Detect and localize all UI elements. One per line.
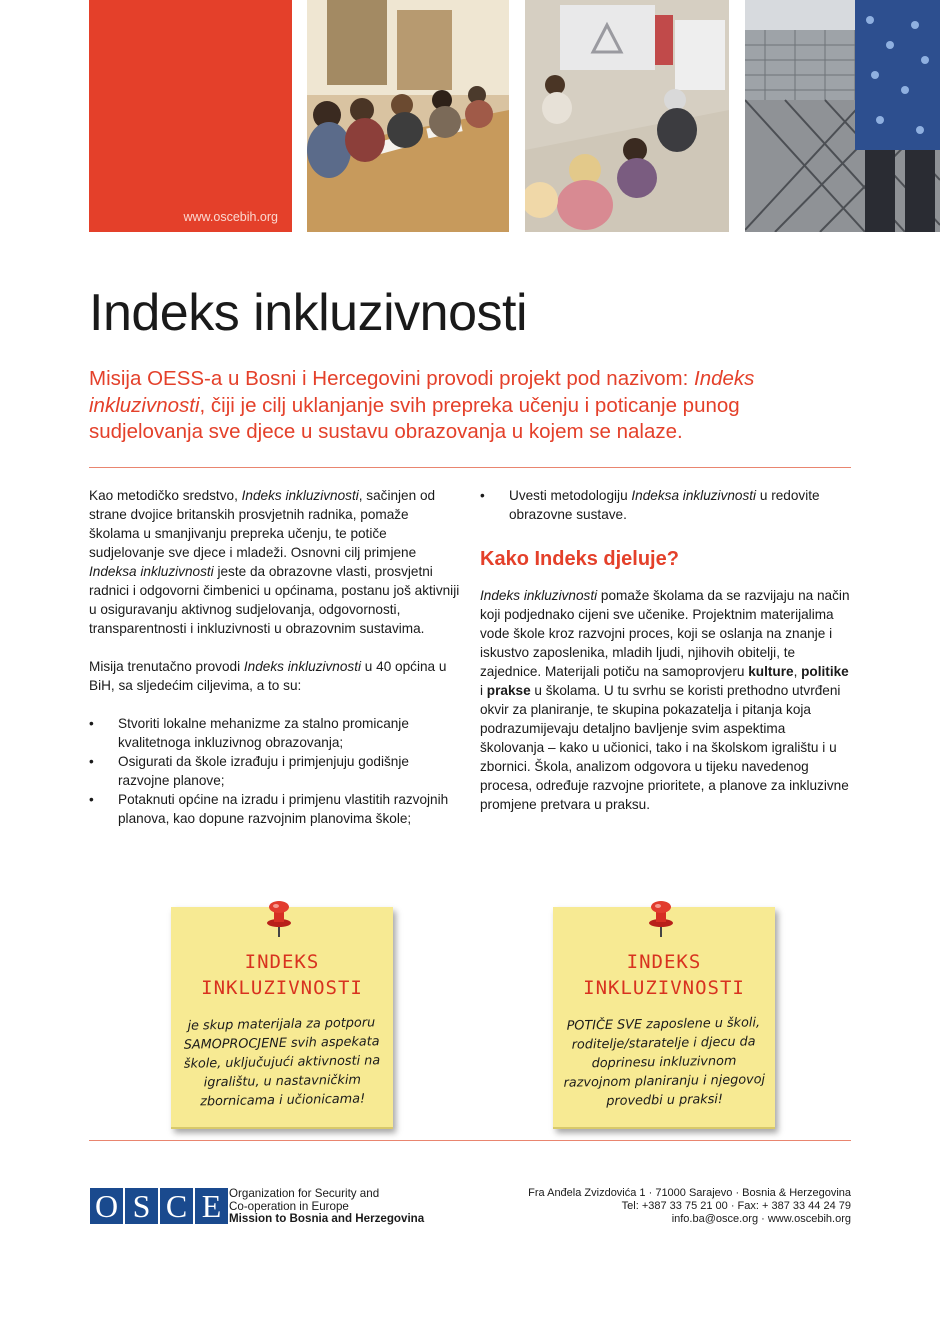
address-phone: Tel: +387 33 75 21 00 · Fax: + 387 33 44 24 79 — [621, 1200, 851, 1212]
pushpin-icon — [264, 899, 294, 939]
address-street: Fra Anđela Zvizdovića 1 · 71000 Sarajevo · Bosnia & Herzegovina — [528, 1187, 851, 1199]
list-item: • Stvoriti lokalne mehanizme za stalno promicanje kvalitetnoga inkluzivnog obrazovanja; — [89, 714, 461, 752]
note-text: je skup materijala za potporu SAMOPROCJENE svih aspekata škole, uključujući aktivnosti na igralištu, u nastavničkim zbornicama i učionicama! — [183, 1015, 381, 1110]
contact-address — [528, 1187, 851, 1226]
osce-logo — [90, 1188, 230, 1224]
left-column — [89, 486, 461, 828]
header-url[interactable]: www.oscebih.org — [183, 210, 278, 224]
note-text: POTIČE SVE zaposlene u školi, roditelje/staratelje i djecu da doprinesu inkluzivnom razvojnom planiranju i njegovoj provedbi u praksi! — [563, 1015, 766, 1110]
organization-name: Organization for Security and Co-operation in Europe Mission to Bosnia and Herzegovina — [229, 1187, 425, 1225]
sticky-note-left — [171, 907, 393, 1129]
header-red-block — [89, 0, 292, 232]
note-title: INDEKS INKLUZIVNOSTI — [201, 951, 363, 999]
goals-list — [89, 714, 461, 828]
address-email-web[interactable]: info.ba@osce.org · www.oscebih.org — [671, 1213, 851, 1225]
how-it-works-paragraph: Indeks inkluzivnosti pomaže školama da se razvijaju na način koji podjednako cijeni sve učenike. Projektnim materijalima vode škole kroz razvojni proces, koji se oslanja na znanje i iskustvo zaposlenika, mladih ljudi, njihovih obitelji, te zajednice. Materijali potiču na samoprovjeru kulture, politike i prakse u školama. U tu svrhu se koristi prethodno utvrđeni okvir za planiranje, te skupina pokazatelja i pitanja koja podrazumijevaju detaljno bavljenje svim aspektima školovanja – kako u učionici, tako i na školskom igralištu i u zbornici. Škola, analizom odgovora u tijeku navedenog procesa, određuje razvojne prioritete, a planove za inkluzivne promjene pretvara u praksu. — [480, 588, 850, 812]
section-heading: Kako Indeks djeluje? — [480, 548, 679, 570]
logo-letter: S — [125, 1188, 158, 1224]
divider-top — [89, 467, 851, 468]
note-title: INDEKS INKLUZIVNOSTI — [583, 951, 745, 999]
divider-bottom — [89, 1140, 851, 1141]
right-column — [480, 486, 852, 833]
mission-paragraph: Misija trenutačno provodi Indeks inkluzivnosti u 40 općina u BiH, sa sljedećim ciljevima, a to su: — [89, 659, 447, 693]
goals-list-continued — [480, 486, 852, 524]
intro-paragraph: Kao metodičko sredstvo, Indeks inkluzivnosti, sačinjen od strane dvojice britanskih prosvjetnih radnika, pomaže školama u smanjivanju prepreka učenju, te potiče sudjelovanje sve djece i mladeži. Osnovni cilj primjene Indeksa inkluzivnosti jeste da obrazovne vlasti, prosvjetni radnici i odgovorni čimbenici u općinama, postanu još aktivniji u osiguravanju aktivnog sudjelovanja, odgovornosti, transparentnosti i inkluzivnosti u obrazovnim sustavima. — [89, 488, 460, 636]
pushpin-icon — [646, 899, 676, 939]
lead-paragraph: Misija OESS-a u Bosni i Hercegovini provodi projekt pod nazivom: Indeks inkluzivnosti, čiji je cilj uklanjanje svih prepreka učenju i poticanje punog sudjelovanja sve djece u sustavu obrazovanja u kojem se nalaze. — [89, 367, 755, 443]
photo-seminar-presentation — [525, 0, 729, 232]
list-item: • Uvesti metodologiju Indeksa inkluzivnosti u redovite obrazovne sustave. — [480, 486, 852, 524]
list-item: • Potaknuti općine na izradu i primjenu vlastitih razvojnih planova, kao dopune razvojnim planovima škole; — [89, 790, 461, 828]
list-item: • Osigurati da škole izrađuju i primjenjuju godišnje razvojne planove; — [89, 752, 461, 790]
logo-letter: C — [160, 1188, 193, 1224]
page-title: Indeks inkluzivnosti — [89, 284, 527, 342]
photo-workshop-table — [307, 0, 509, 232]
logo-letter: E — [195, 1188, 228, 1224]
sticky-note-right — [553, 907, 775, 1129]
photo-schoolyard-child — [745, 0, 940, 232]
logo-letter: O — [90, 1188, 123, 1224]
